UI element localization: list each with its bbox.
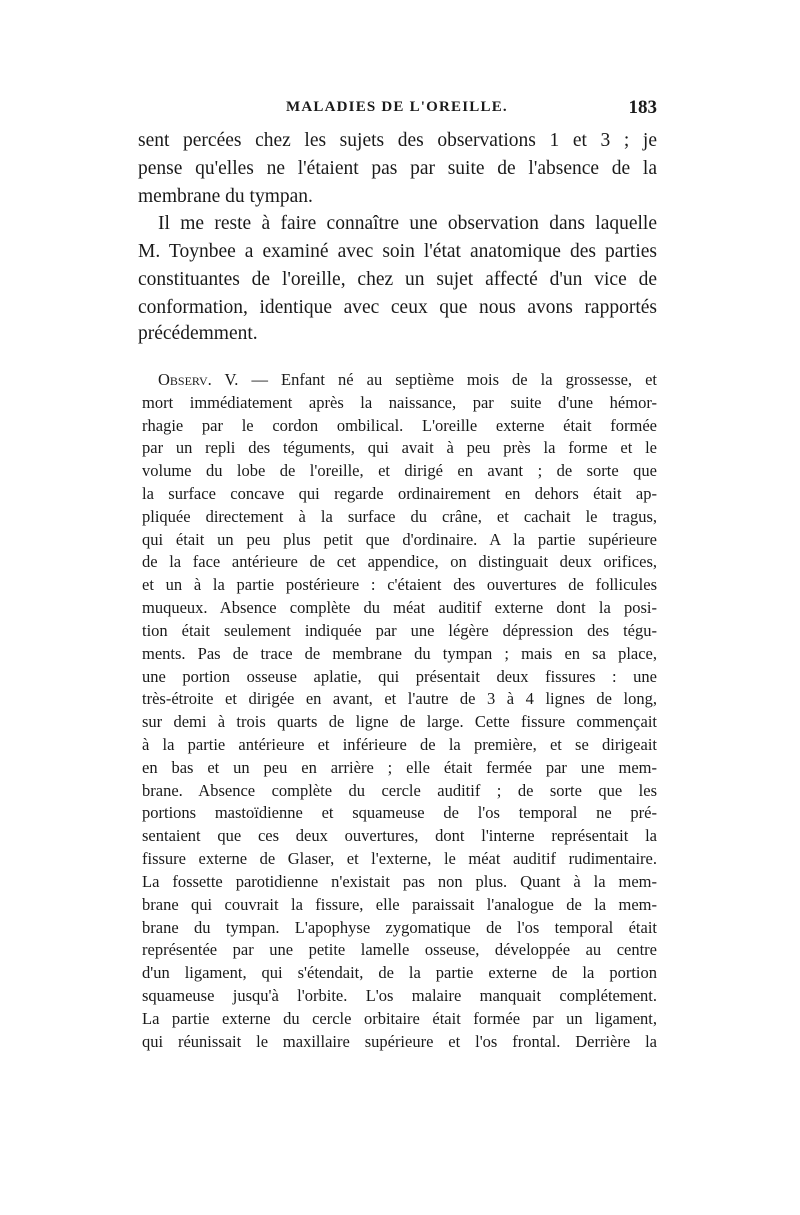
- observation-line: qui était un peu plus petit que d'ordinaire. A la partie supérieure: [142, 530, 657, 549]
- observation-line: sentaient que ces deux ouvertures, dont l'interne représentait la: [142, 826, 657, 845]
- observation-line: squameuse jusqu'à l'orbite. L'os malaire manquait complétement.: [142, 986, 657, 1005]
- observation-line: rhagie par le cordon ombilical. L'oreille externe était formée: [142, 416, 657, 435]
- observation-line: pliquée directement à la surface du crâne, et cachait le tragus,: [142, 507, 657, 526]
- observation-line: d'un ligament, qui s'étendait, de la partie externe de la portion: [142, 963, 657, 982]
- observation-line: la surface concave qui regarde ordinairement en dehors était ap-: [142, 484, 657, 503]
- observation-line: portions mastoïdienne et squameuse de l'os temporal ne pré-: [142, 803, 657, 822]
- observation-line: qui réunissait le maxillaire supérieure et l'os frontal. Derrière la: [142, 1032, 657, 1051]
- paragraph-1-line: membrane du tympan.: [138, 186, 313, 207]
- paragraph-1-line: sent percées chez les sujets des observations 1 et 3 ; je: [138, 130, 657, 151]
- observation-line: en bas et un peu en arrière ; elle était fermée par une mem-: [142, 758, 657, 777]
- observation-line: mort immédiatement après la naissance, par suite d'une hémor-: [142, 393, 657, 412]
- paragraph-2-line: M. Toynbee a examiné avec soin l'état anatomique des parties: [138, 241, 657, 262]
- paragraph-2-line: constituantes de l'oreille, chez un sujet affecté d'un vice de: [138, 269, 657, 290]
- observation-line: brane. Absence complète du cercle auditif ; de sorte que les: [142, 781, 657, 800]
- observation-line: La partie externe du cercle orbitaire était formée par un ligament,: [142, 1009, 657, 1028]
- observation-line: tion était seulement indiquée par une légère dépression des tégu-: [142, 621, 657, 640]
- paragraph-2-line: conformation, identique avec ceux que nous avons rapportés: [138, 297, 657, 318]
- paragraph-1-line: pense qu'elles ne l'étaient pas par suite de l'absence de la: [138, 158, 657, 179]
- page-number: 183: [628, 97, 657, 118]
- paragraph-2-line: Il me reste à faire connaître une observation dans laquelle: [158, 213, 657, 234]
- observation-line: de la face antérieure de cet appendice, on distinguait deux orifices,: [142, 552, 657, 571]
- observation-line: représentée par une petite lamelle osseuse, développée au centre: [142, 940, 657, 959]
- observation-line: volume du lobe de l'oreille, et dirigé en avant ; de sorte que: [142, 461, 657, 480]
- observation-line: et un à la partie postérieure : c'étaient des ouvertures de follicules: [142, 575, 657, 594]
- paragraph-2-line: précédemment.: [138, 323, 258, 344]
- observation-line: sur demi à trois quarts de ligne de large. Cette fissure commençait: [142, 712, 657, 731]
- observation-label: Observ. V.: [158, 370, 239, 389]
- observation-line: par un repli des téguments, qui avait à peu près la forme et le: [142, 438, 657, 457]
- observation-line: fissure externe de Glaser, et l'externe, le méat auditif rudimentaire.: [142, 849, 657, 868]
- observation-line: brane qui couvrait la fissure, elle paraissait l'analogue de la mem-: [142, 895, 657, 914]
- observation-line: une portion osseuse aplatie, qui présentait deux fissures : une: [142, 667, 657, 686]
- running-title: MALADIES DE L'OREILLE.: [286, 99, 508, 115]
- running-head: [141, 97, 657, 127]
- observation-line: très-étroite et dirigée en avant, et l'autre de 3 à 4 lignes de long,: [142, 689, 657, 708]
- observation-line: brane du tympan. L'apophyse zygomatique de l'os temporal était: [142, 918, 657, 937]
- observation-line: La fossette parotidienne n'existait pas non plus. Quant à la mem-: [142, 872, 657, 891]
- observation-first-line-text: — Enfant né au septième mois de la grossesse, et: [238, 370, 657, 389]
- observation-line: ments. Pas de trace de membrane du tympan ; mais en sa place,: [142, 644, 657, 663]
- observation-first-line: [158, 369, 657, 392]
- observation-line: à la partie antérieure et inférieure de la première, et se dirigeait: [142, 735, 657, 754]
- observation-line: muqueux. Absence complète du méat auditif externe dont la posi-: [142, 598, 657, 617]
